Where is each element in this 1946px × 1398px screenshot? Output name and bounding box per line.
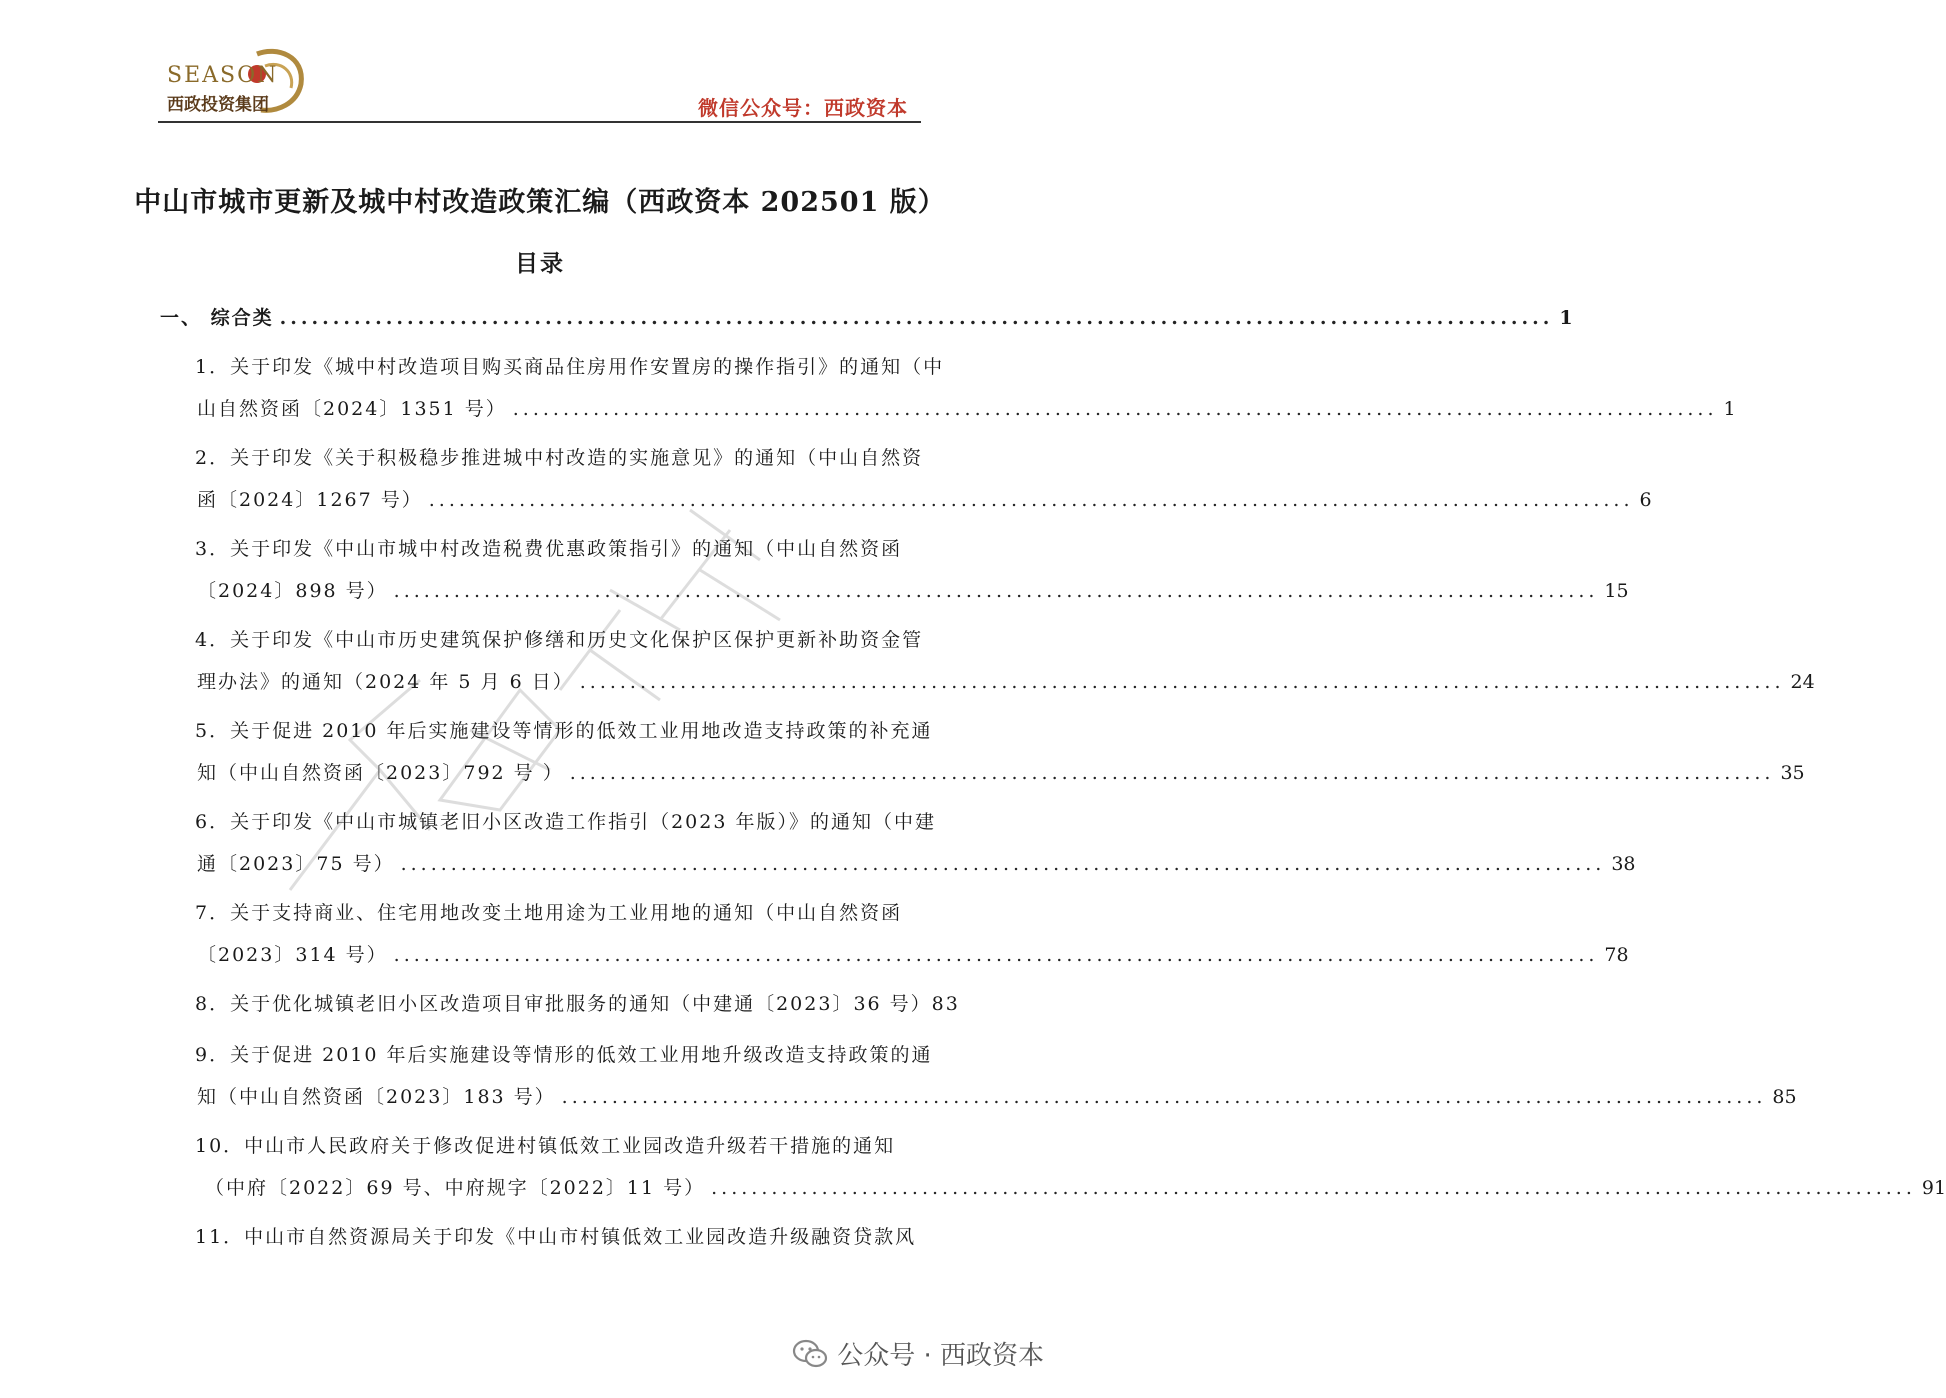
- toc-item-4-line1[interactable]: [195, 625, 924, 655]
- toc-page-number: 6: [1639, 489, 1652, 511]
- toc-item-9-line2[interactable]: [197, 1082, 1797, 1112]
- toc-page-number: 1: [1723, 398, 1736, 420]
- toc-page-number: 35: [1780, 762, 1805, 784]
- toc-item-text: 山自然资函〔2024〕1351 号）: [197, 398, 507, 420]
- toc-heading: 目录: [515, 250, 565, 277]
- toc-item-text: 7．关于支持商业、住宅用地改变土地用途为工业用地的通知（中山自然资函: [195, 902, 903, 924]
- toc-item-text: 〔2023〕314 号）: [197, 944, 388, 966]
- toc-item-text: 5．关于促进 2010 年后实施建设等情形的低效工业用地改造支持政策的补充通: [195, 720, 933, 742]
- toc-item-text: 2．关于印发《关于积极稳步推进城中村改造的实施意见》的通知（中山自然资: [195, 447, 924, 469]
- wechat-icon: [793, 1339, 827, 1369]
- header-divider: [158, 121, 921, 123]
- toc-item-text: 8．关于优化城镇老旧小区改造项目审批服务的通知（中建通〔2023〕36 号）83: [195, 993, 960, 1015]
- toc-item-10-line1[interactable]: [195, 1131, 920, 1161]
- footer-label: 公众号 · 西政资本: [837, 1341, 1044, 1371]
- toc-page-number: 15: [1604, 580, 1629, 602]
- toc-item-3-line2[interactable]: [197, 576, 1629, 606]
- toc-item-text: 10．中山市人民政府关于修改促进村镇低效工业园改造升级若干措施的通知: [195, 1135, 896, 1157]
- toc-page-number: 24: [1790, 671, 1815, 693]
- toc-item-8-line1[interactable]: [195, 989, 960, 1019]
- toc-item-9-line1[interactable]: [195, 1040, 933, 1070]
- company-logo: [165, 46, 310, 116]
- toc-item-text: （中府〔2022〕69 号、中府规字〔2022〕11 号）: [205, 1177, 706, 1199]
- toc-leader-dots: ........................................................................................................................: [512, 398, 1718, 420]
- toc-section-label: 一、 综合类: [160, 307, 274, 329]
- toc-item-1-line2[interactable]: [197, 394, 1736, 424]
- toc-item-3-line1[interactable]: [195, 534, 920, 564]
- toc-item-5-line2[interactable]: [197, 758, 1805, 788]
- toc-item-4-line2[interactable]: [197, 667, 1815, 697]
- toc-leader-dots: ........................................................................................................................: [400, 853, 1606, 875]
- toc-leader-dots: ........................................................................................................................: [393, 580, 1599, 602]
- toc-item-1-line1[interactable]: [195, 352, 945, 382]
- toc-item-text: 6．关于印发《中山市城镇老旧小区改造工作指引（2023 年版）》的通知（中建: [195, 811, 936, 833]
- toc-leader-dots: ........................................................................................................................: [711, 1177, 1916, 1199]
- toc-item-text: 3．关于印发《中山市城中村改造税费优惠政策指引》的通知（中山自然资函: [195, 538, 903, 560]
- toc-item-7-line1[interactable]: [195, 898, 920, 928]
- toc-item-text: 知（中山自然资函〔2023〕183 号）: [197, 1086, 556, 1108]
- toc-page-number: 1: [1559, 307, 1573, 329]
- toc-item-11-line1[interactable]: [195, 1222, 920, 1252]
- toc-page-number: 91: [1921, 1177, 1946, 1199]
- toc-item-text: 1．关于印发《城中村改造项目购买商品住房用作安置房的操作指引》的通知（中: [195, 356, 945, 378]
- document-title: 中山市城市更新及城中村改造政策汇编（西政资本 202501 版）: [134, 187, 946, 218]
- toc-page-number: 78: [1604, 944, 1629, 966]
- toc-leader-dots: ........................................................................................................................: [561, 1086, 1767, 1108]
- toc-page-number: 38: [1611, 853, 1636, 875]
- toc-leader-dots: ........................................................................................................................: [279, 307, 1554, 329]
- toc-item-text: 9．关于促进 2010 年后实施建设等情形的低效工业用地升级改造支持政策的通: [195, 1044, 933, 1066]
- toc-section-general[interactable]: [160, 303, 1573, 333]
- toc-item-7-line2[interactable]: [197, 940, 1629, 970]
- toc-item-text: 知（中山自然资函〔2023〕792 号 ）: [197, 762, 564, 784]
- toc-item-text: 11．中山市自然资源局关于印发《中山市村镇低效工业园改造升级融资贷款风: [195, 1226, 917, 1248]
- logo-text-cn: 西政投资集团: [167, 95, 269, 115]
- toc-leader-dots: ........................................................................................................................: [393, 944, 1599, 966]
- toc-item-text: 理办法》的通知（2024 年 5 月 6 日）: [197, 671, 574, 693]
- toc-item-text: 函〔2024〕1267 号）: [197, 489, 423, 511]
- toc-item-6-line1[interactable]: [195, 807, 936, 837]
- toc-item-10-line2[interactable]: [205, 1173, 1946, 1203]
- footer-wechat-mark: [793, 1335, 1044, 1372]
- toc-item-2-line1[interactable]: [195, 443, 924, 473]
- toc-item-text: 通〔2023〕75 号）: [197, 853, 395, 875]
- toc-item-text: 〔2024〕898 号）: [197, 580, 388, 602]
- toc-item-5-line1[interactable]: [195, 716, 933, 746]
- toc-item-6-line2[interactable]: [197, 849, 1636, 879]
- toc-item-2-line2[interactable]: [197, 485, 1652, 515]
- logo-text-en: SEASON: [167, 63, 279, 88]
- toc-leader-dots: ........................................................................................................................: [569, 762, 1775, 784]
- toc-page-number: 85: [1772, 1086, 1797, 1108]
- toc-leader-dots: ........................................................................................................................: [579, 671, 1785, 693]
- toc-leader-dots: ........................................................................................................................: [428, 489, 1634, 511]
- toc-item-text: 4．关于印发《中山市历史建筑保护修缮和历史文化保护区保护更新补助资金管: [195, 629, 924, 651]
- wechat-account-label: 微信公众号：西政资本: [698, 96, 908, 120]
